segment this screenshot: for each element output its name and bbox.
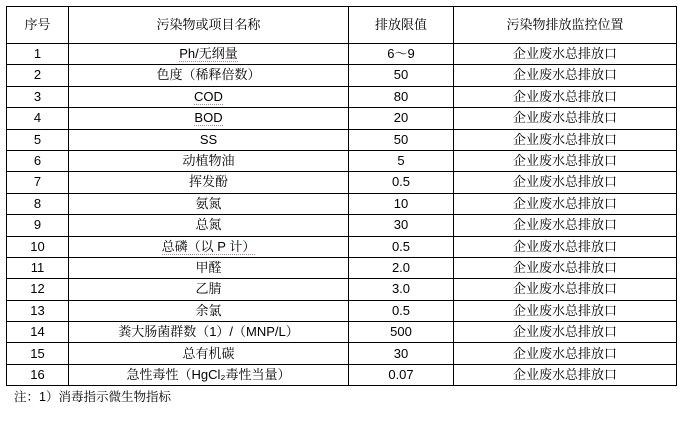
cell-location: 企业废水总排放口 — [454, 44, 677, 65]
cell-name — [69, 364, 349, 385]
cell-name — [69, 86, 349, 107]
table-header — [7, 7, 677, 44]
table-row — [7, 279, 677, 300]
column-header-location: 污染物排放监控位置 — [454, 7, 677, 44]
cell-no: 6 — [7, 150, 69, 171]
cell-limit: 0.5 — [349, 236, 454, 257]
cell-location: 企业废水总排放口 — [454, 322, 677, 343]
cell-limit: 50 — [349, 129, 454, 150]
cell-location: 企业废水总排放口 — [454, 108, 677, 129]
table-row — [7, 257, 677, 278]
table-row — [7, 129, 677, 150]
table-row — [7, 172, 677, 193]
cell-name — [69, 322, 349, 343]
cell-name-text: 急性毒性（HgCl₂毒性当量） — [126, 366, 291, 382]
cell-limit: 2.0 — [349, 257, 454, 278]
table-row — [7, 150, 677, 171]
table-row — [7, 193, 677, 214]
cell-name-text: 甲醛 — [195, 259, 222, 275]
cell-no: 13 — [7, 300, 69, 321]
cell-limit: 0.07 — [349, 364, 454, 385]
cell-name-text: 粪大肠菌群数（1）/（MNP/L） — [118, 324, 299, 340]
cell-location: 企业废水总排放口 — [454, 279, 677, 300]
cell-location: 企业废水总排放口 — [454, 86, 677, 107]
cell-name — [69, 108, 349, 129]
cell-name — [69, 257, 349, 278]
cell-location: 企业废水总排放口 — [454, 172, 677, 193]
table-header-row — [7, 7, 677, 44]
cell-name-text: COD — [194, 88, 223, 104]
cell-name-text: 乙腈 — [195, 281, 222, 297]
cell-name — [69, 65, 349, 86]
cell-name — [69, 129, 349, 150]
cell-location: 企业废水总排放口 — [454, 364, 677, 385]
cell-limit: 30 — [349, 215, 454, 236]
cell-name-text: Ph/无纲量 — [179, 46, 238, 62]
cell-no: 1 — [7, 44, 69, 65]
cell-limit: 30 — [349, 343, 454, 364]
cell-location: 企业废水总排放口 — [454, 129, 677, 150]
table-footnote-container — [6, 390, 676, 405]
cell-limit: 10 — [349, 193, 454, 214]
column-header-name: 污染物或项目名称 — [69, 7, 349, 44]
cell-name-text: 总有机碳 — [182, 345, 235, 361]
table-row — [7, 86, 677, 107]
cell-location: 企业废水总排放口 — [454, 193, 677, 214]
table-row — [7, 215, 677, 236]
cell-location: 企业废水总排放口 — [454, 236, 677, 257]
cell-location: 企业废水总排放口 — [454, 215, 677, 236]
cell-name — [69, 279, 349, 300]
cell-name — [69, 236, 349, 257]
cell-location: 企业废水总排放口 — [454, 257, 677, 278]
cell-location: 企业废水总排放口 — [454, 300, 677, 321]
cell-limit: 50 — [349, 65, 454, 86]
cell-no: 4 — [7, 108, 69, 129]
cell-name-text: SS — [199, 131, 218, 147]
cell-location: 企业废水总排放口 — [454, 65, 677, 86]
cell-name-text: 挥发酚 — [188, 174, 228, 190]
cell-name — [69, 150, 349, 171]
column-header-no: 序号 — [7, 7, 69, 44]
cell-no: 11 — [7, 257, 69, 278]
cell-name-text: 色度（稀释倍数） — [156, 67, 261, 83]
table-row — [7, 300, 677, 321]
cell-name — [69, 300, 349, 321]
cell-name — [69, 172, 349, 193]
cell-no: 15 — [7, 343, 69, 364]
table-row — [7, 44, 677, 65]
cell-no: 9 — [7, 215, 69, 236]
cell-name — [69, 193, 349, 214]
cell-name-text: 动植物油 — [182, 153, 235, 168]
table-row — [7, 65, 677, 86]
table-row — [7, 364, 677, 385]
cell-no: 8 — [7, 193, 69, 214]
cell-no: 5 — [7, 129, 69, 150]
cell-no: 14 — [7, 322, 69, 343]
table-footnote: 注：1）消毒指示微生物指标 — [14, 390, 171, 405]
cell-no: 10 — [7, 236, 69, 257]
cell-name — [69, 215, 349, 236]
cell-name — [69, 44, 349, 65]
table-row — [7, 343, 677, 364]
table-row — [7, 322, 677, 343]
table-row — [7, 236, 677, 257]
cell-name-text: 总磷（以 P 计） — [161, 238, 256, 254]
cell-name-text: 氨氮 — [195, 195, 222, 211]
cell-no: 12 — [7, 279, 69, 300]
cell-limit: 20 — [349, 108, 454, 129]
pollutant-limits-table — [6, 6, 677, 386]
table-row — [7, 108, 677, 129]
table-body — [7, 44, 677, 386]
cell-limit: 0.5 — [349, 172, 454, 193]
cell-no: 7 — [7, 172, 69, 193]
cell-no: 2 — [7, 65, 69, 86]
cell-limit: 0.5 — [349, 300, 454, 321]
cell-limit: 6～9 — [349, 44, 454, 65]
cell-limit: 3.0 — [349, 279, 454, 300]
cell-name-text: 总氮 — [195, 217, 222, 233]
cell-name-text: 余氯 — [195, 302, 222, 318]
cell-no: 3 — [7, 86, 69, 107]
cell-limit: 5 — [349, 150, 454, 171]
cell-name-text: BOD — [194, 110, 223, 126]
cell-limit: 80 — [349, 86, 454, 107]
cell-no: 16 — [7, 364, 69, 385]
cell-name — [69, 343, 349, 364]
cell-location: 企业废水总排放口 — [454, 150, 677, 171]
column-header-limit: 排放限值 — [349, 7, 454, 44]
cell-location: 企业废水总排放口 — [454, 343, 677, 364]
cell-limit: 500 — [349, 322, 454, 343]
